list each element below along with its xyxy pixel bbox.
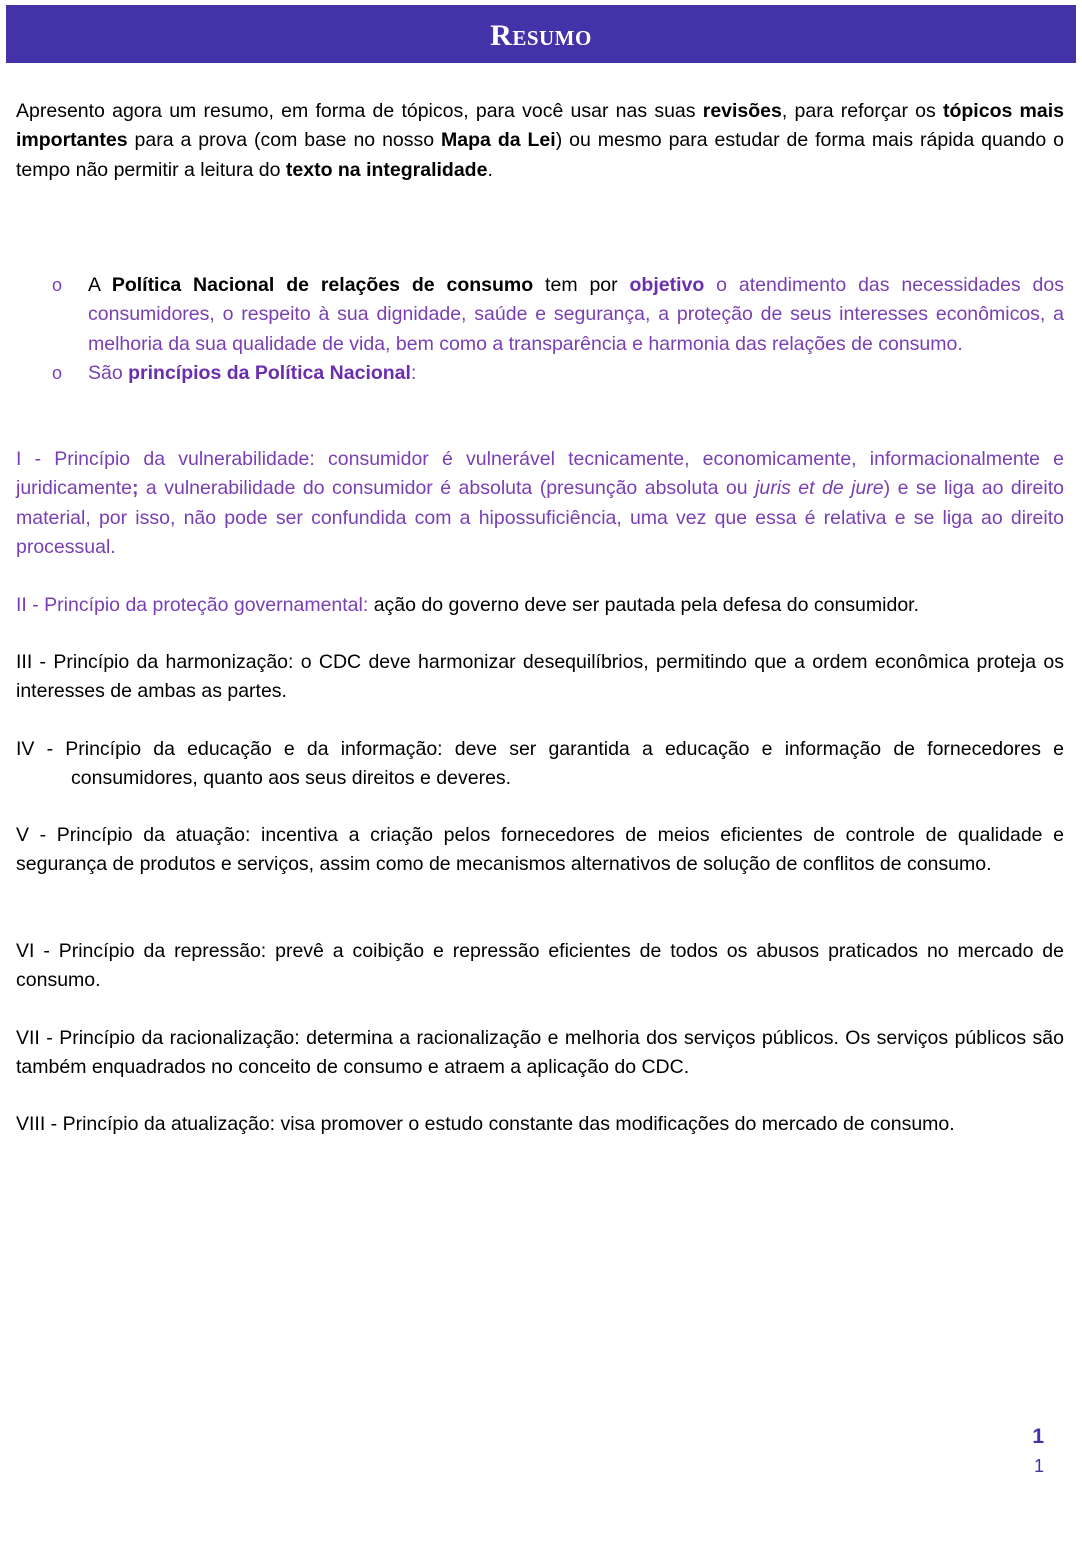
- intro-paragraph: [16, 97, 1064, 185]
- bullet-item-objetivo: [16, 271, 1064, 359]
- intro-text: para a prova (com base no nosso: [127, 129, 442, 152]
- bullet-bold: Política Nacional de relações de consumo: [111, 274, 534, 296]
- intro-bold: tópicos mais importantes: [16, 100, 1064, 152]
- bullet-purple-text: São: [88, 361, 129, 384]
- principle-text: IV - Princípio da educação e da informação: deve ser garantida a educação e informação de fornecedores e consumidores, quanto aos seus direitos e deveres.: [16, 738, 1064, 790]
- bullet-text: tem por: [533, 274, 630, 296]
- bullet-keyword: princípios da Política Nacional: [128, 361, 411, 384]
- principle-2: [16, 591, 1064, 620]
- circle-bullet-icon: o: [52, 362, 63, 383]
- principle-1: [16, 445, 1064, 562]
- bullet-purple-text: :: [410, 361, 417, 384]
- principle-text: ação do governo deve ser pautada pela defesa do consumidor.: [368, 594, 920, 616]
- intro-bold: revisões: [702, 100, 782, 122]
- intro-text: Apresento agora um resumo, em forma de tópicos, para você usar nas suas: [16, 100, 703, 122]
- intro-text: ) ou mesmo para estudar de forma mais rápida quando o tempo não permitir a leitura do: [16, 129, 1064, 181]
- intro-bold: Mapa da Lei: [441, 129, 556, 152]
- page-number-secondary: 1: [1033, 1456, 1044, 1476]
- principle-heading: II - Princípio da proteção governamental:: [16, 594, 369, 616]
- intro-text: .: [487, 158, 493, 181]
- page-number: 1: [1032, 1425, 1044, 1448]
- principle-7: [16, 1024, 1064, 1083]
- bullet-list: [16, 271, 1064, 388]
- principle-5: [16, 821, 1064, 880]
- principle-4: [16, 735, 1064, 794]
- principle-semicolon: ;: [131, 477, 139, 500]
- principle-text: VII - Princípio da racionalização: determina a racionalização e melhoria dos serviços públicos. Os serviços públicos são também enquadrados no conceito de consumo e atraem a aplicação do CDC.: [16, 1027, 1064, 1079]
- principle-3: [16, 648, 1064, 707]
- principle-text: V - Princípio da atuação: incentiva a criação pelos fornecedores de meios eficientes de controle de qualidade e segurança de produtos e serviços, assim como de mecanismos alternativos de solução de conflitos de consumo.: [16, 824, 1064, 876]
- section-title: Resumo: [490, 19, 592, 52]
- principle-text: III - Princípio da harmonização: o CDC deve harmonizar desequilíbrios, permitindo que a ordem econômica proteja os interesses de ambas as partes.: [16, 651, 1064, 703]
- circle-bullet-icon: o: [52, 275, 63, 295]
- intro-bold: texto na integralidade: [285, 158, 488, 181]
- principle-italic: juris et de jure: [755, 477, 884, 500]
- principle-text: ) e se liga ao direito material, por isso, não pode ser confundida com a hipossuficiência, uma vez que essa é relativa e se liga ao direito processual.: [16, 477, 1064, 558]
- principle-text: I - Princípio da vulnerabilidade: consumidor é vulnerável tecnicamente, economicamente, informacionalmente e juridicamente: [16, 448, 1064, 500]
- principle-text: a vulnerabilidade do consumidor é absoluta (presunção absoluta ou: [138, 477, 756, 500]
- bullet-purple-text: o atendimento das necessidades dos consumidores, o respeito à sua dignidade, saúde e segurança, a proteção de seus interesses econômicos, a melhoria da sua qualidade de vida, bem como a transparência e harmonia das relações de consumo.: [88, 274, 1064, 355]
- bullet-item-principios: [16, 359, 1064, 388]
- intro-text: , para reforçar os: [781, 100, 943, 122]
- principle-text: VI - Princípio da repressão: prevê a coibição e repressão eficientes de todos os abusos praticados no mercado de consumo.: [16, 940, 1064, 992]
- principle-6: [16, 937, 1064, 996]
- principle-8: [16, 1110, 1064, 1139]
- bullet-text: A: [88, 274, 112, 296]
- bullet-keyword: objetivo: [629, 274, 705, 296]
- section-header: [6, 5, 1076, 63]
- principle-text: VIII - Princípio da atualização: visa promover o estudo constante das modificações do mercado de consumo.: [16, 1113, 955, 1135]
